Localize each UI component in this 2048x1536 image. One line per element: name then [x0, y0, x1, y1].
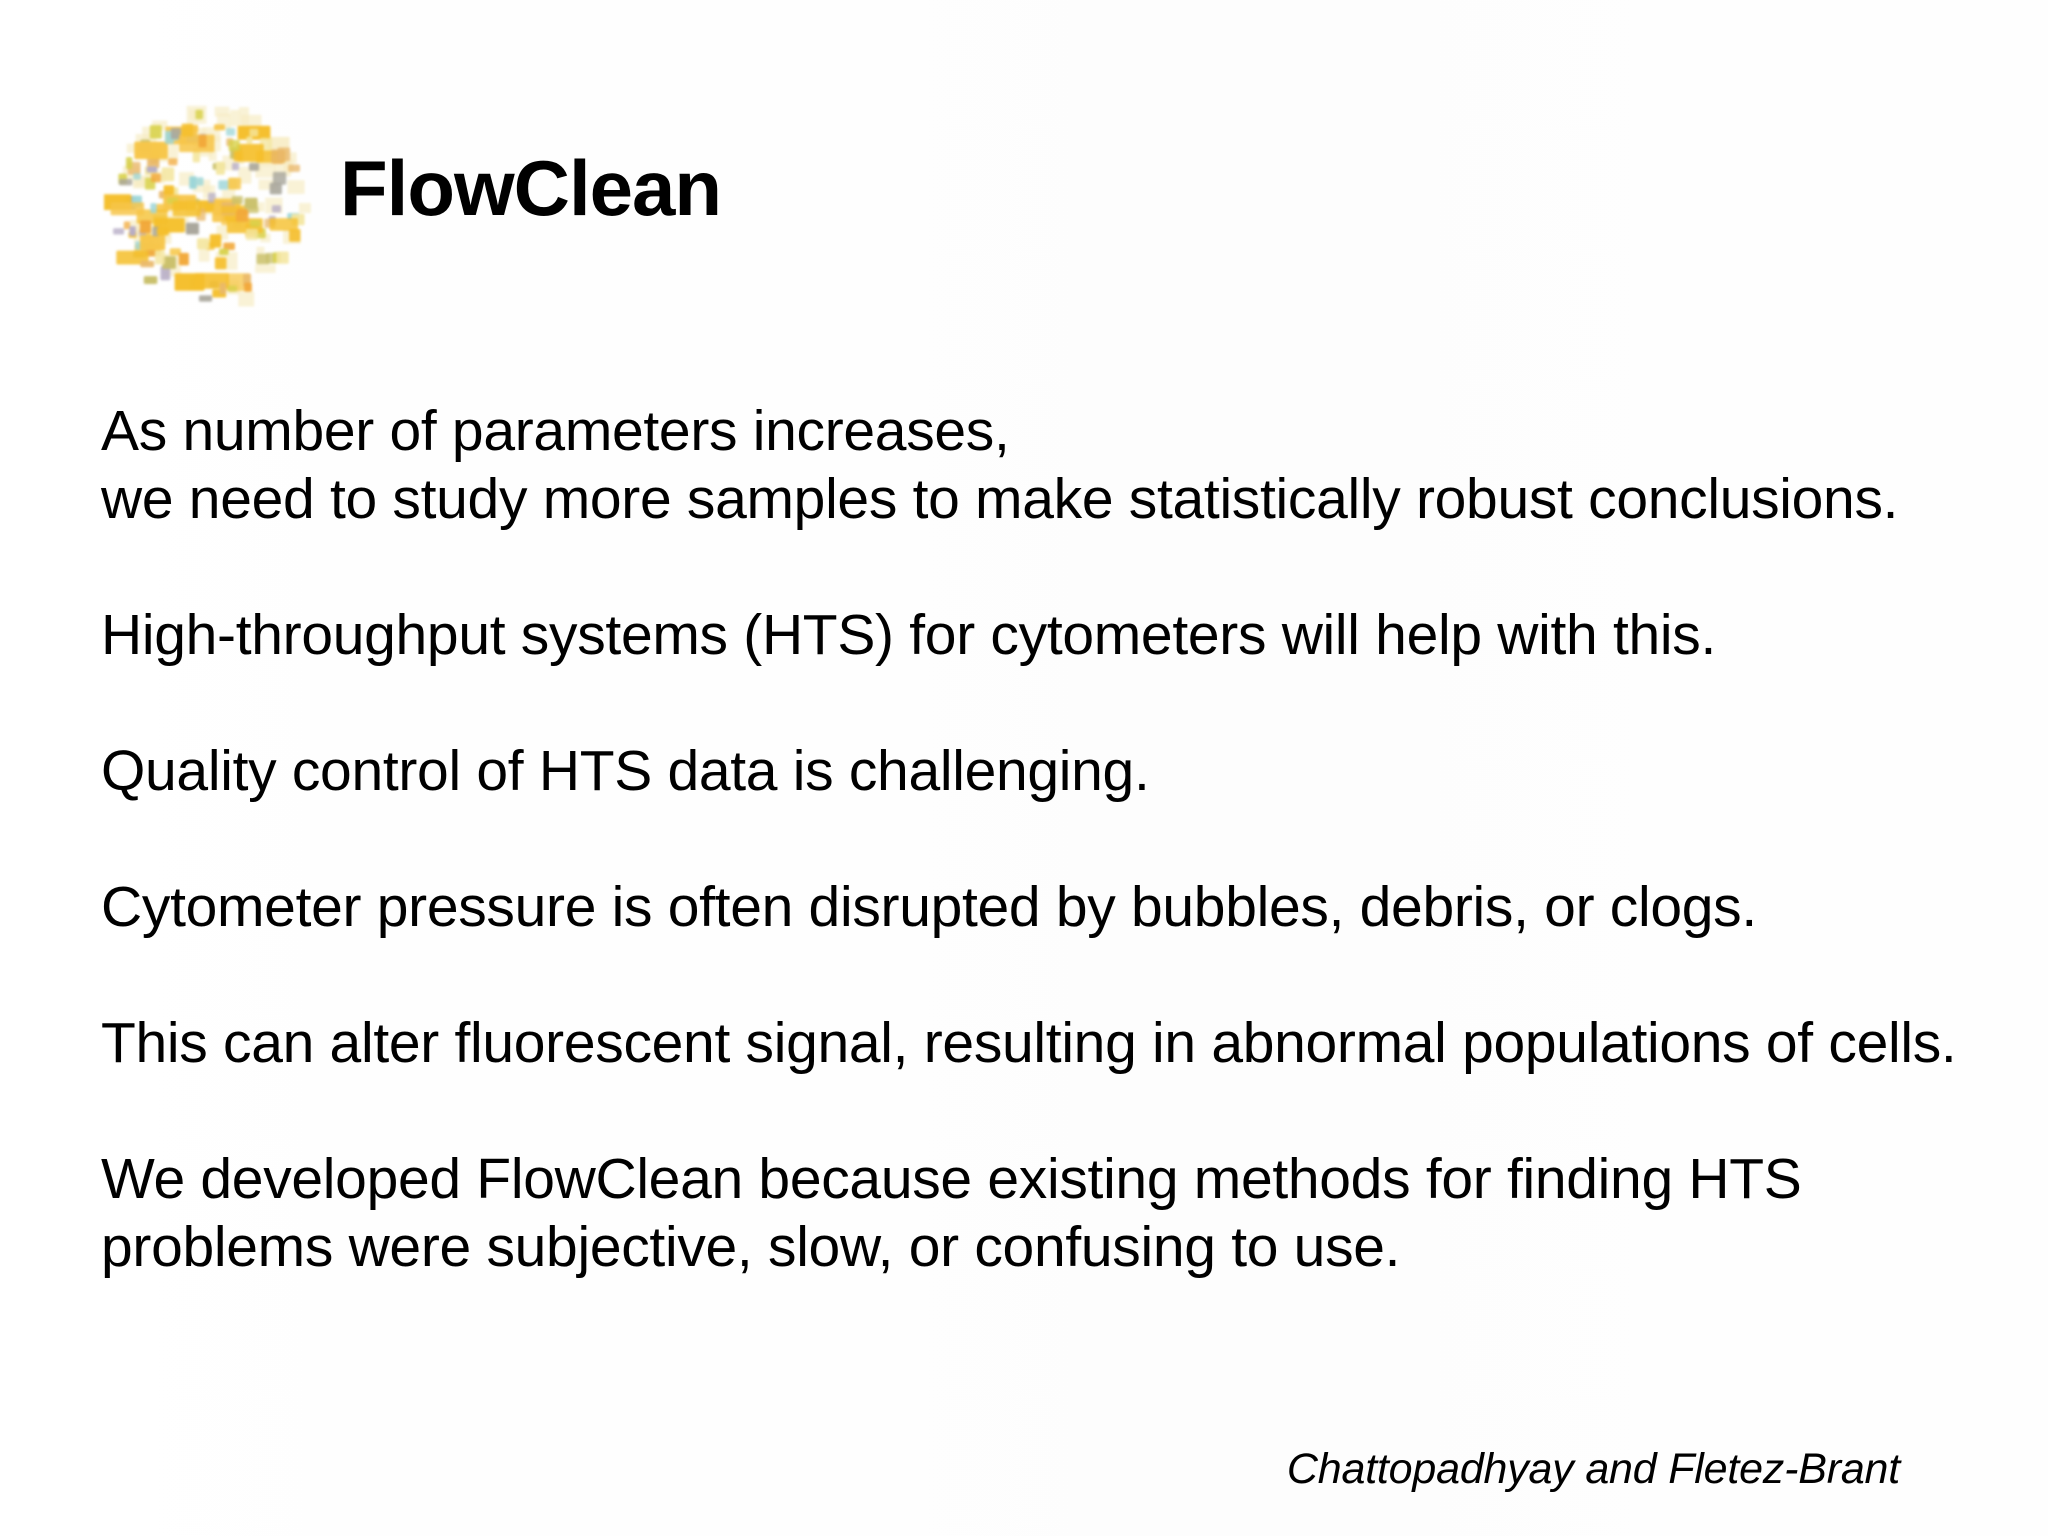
paragraph-pressure — [101, 873, 2021, 941]
flowclean-logo-icon — [104, 100, 314, 316]
body-line: As number of parameters increases, — [101, 399, 1010, 463]
body-line: we need to study more samples to make statistically robust conclusions. — [101, 467, 1899, 531]
body-line: Cytometer pressure is often disrupted by bubbles, debris, or clogs. — [101, 875, 1757, 939]
author-credit: Chattopadhyay and Fletez-Brant — [1286, 1445, 1900, 1493]
logo-mosaic — [104, 100, 314, 316]
slide-body — [101, 397, 2021, 1349]
slide-title: FlowClean — [340, 144, 722, 232]
body-line: We developed FlowClean because existing methods for finding HTS — [101, 1147, 1802, 1211]
body-line: problems were subjective, slow, or confusing to use. — [101, 1215, 1401, 1279]
body-line: Quality control of HTS data is challenging. — [101, 739, 1150, 803]
body-line: High-throughput systems (HTS) for cytometers will help with this. — [101, 603, 1717, 667]
paragraph-parameters — [101, 397, 2021, 533]
paragraph-motivation — [101, 1145, 2021, 1281]
paragraph-quality-control — [101, 737, 2021, 805]
body-line: This can alter fluorescent signal, resulting in abnormal populations of cells. — [101, 1011, 1957, 1075]
paragraph-signal — [101, 1009, 2021, 1077]
paragraph-hts — [101, 601, 2021, 669]
